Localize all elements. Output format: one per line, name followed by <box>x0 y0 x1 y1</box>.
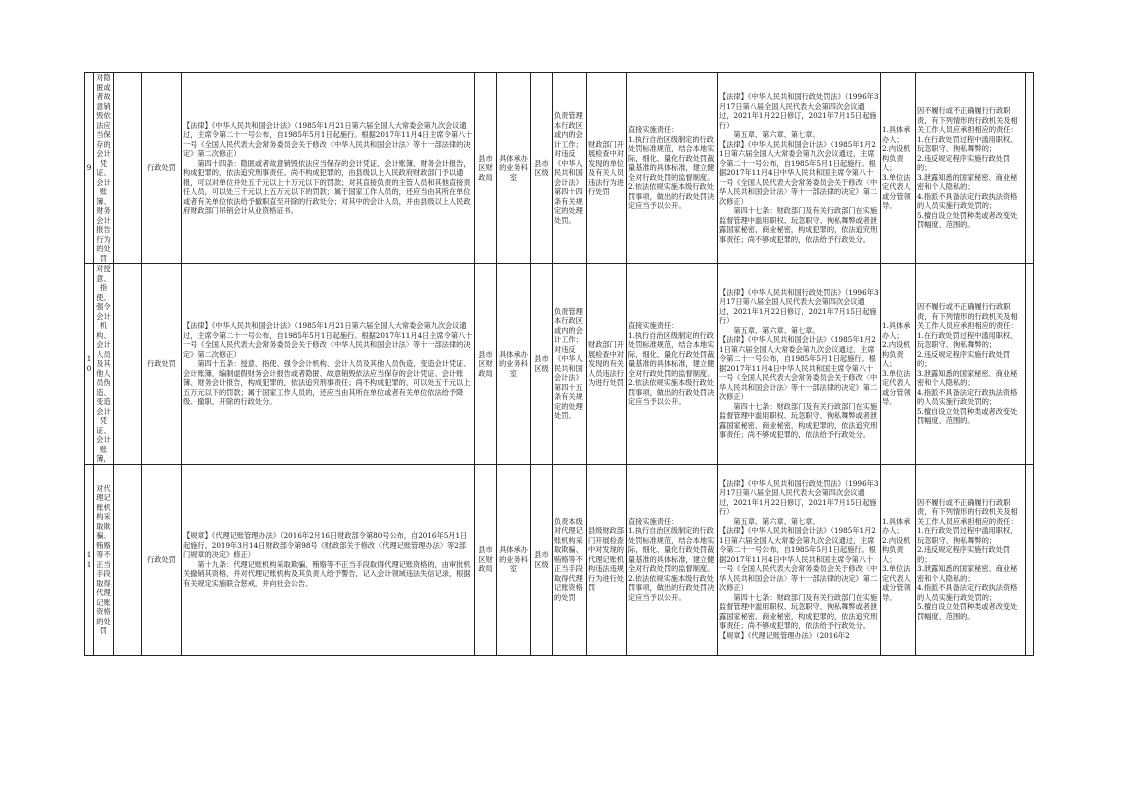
text-line: 4.指派不具备法定行政执法资格的人员实施行政处罚的； <box>917 387 1018 406</box>
liability-cases <box>916 464 1026 655</box>
subject: 县市区财政局 <box>475 464 497 655</box>
blank-cell <box>1026 464 1034 655</box>
level: 县市区级 <box>531 464 553 655</box>
legal-basis <box>182 464 475 655</box>
responsible-persons <box>881 73 916 264</box>
text-line: 4.指派不具备法定行政执法资格的人员实施行政处罚的； <box>917 583 1018 602</box>
responsible-persons <box>881 264 916 465</box>
text-line: 【规章】《代理记账管理办法》（2016年2 <box>719 630 850 640</box>
text-line: 【法律】《中华人民共和国行政处罚法》（1996年3月17日第八届全国人民代表大会第四次会议通过，2021年1月22日修订，2021年7月15日起施行） <box>719 478 879 517</box>
text-line: 【规章】《代理记账管理办法》（2016年2月16日财政部令第80号公布，自2016年5月1日起施行。2019年3月14日财政部令第98号《财政部关于修改〈代理记账管理办法〉等2部门规章的决定》修正） <box>183 531 468 559</box>
implementing-unit: 具体承办的业务科室 <box>497 73 531 264</box>
text-line: 3.泄露知悉的国家秘密、商业秘密和个人隐私的； <box>917 172 1018 192</box>
text-line: 1.执行自治区级制定的行政处罚标准规范，结合本地实际，细化、量化行政处罚裁量基准的具体标准，建立健全对行政处罚的监督制度。 <box>628 134 715 182</box>
row-number: 9 <box>85 73 94 264</box>
text-line: 5.擅自设立处罚种类或者改变处罚幅度、范围的。 <box>917 406 1018 425</box>
item-name: 对隐匿或者故意销毁依法应当保存的会计凭证、会计账簿、财务会计报告行为的处罚 <box>94 73 114 264</box>
text-line: 1.执行自治区级制定的行政处罚标准规范，结合本地实际，细化、量化行政处罚裁量基准的具体标准，建立健全对行政处罚的监督制度。 <box>628 526 715 574</box>
blank-cell <box>114 464 142 655</box>
department-duty: 财政部门开展检查中对发现的有关人员违法行为进行处罚 <box>587 264 627 465</box>
table-row <box>85 264 1034 465</box>
text-line: 3.单位法定代表人或分管领导。 <box>882 368 911 406</box>
text-line: 【法律】《中华人民共和国行政处罚法》（1996年3月17日第八届全国人民代表大会第四次会议通过，2021年1月22日修订，2021年7月15日起施行） <box>719 92 879 130</box>
item-category: 行政处罚 <box>142 264 182 465</box>
text-line: 第十九条：代理记账机构采取欺骗、贿赂等不正当手段取得代理记账资格的，由审批机关撤销其资格，并对代理记账机构及其负责人给予警告，记入会计领域违法失信记录，根据有关规定实施联合惩戒，并向社会公告。 <box>183 559 471 588</box>
text-line: 第五章、第六章、第七章。 <box>733 325 820 335</box>
department-duty: 财政部门开展检查中对发现的单位及有关人员违法行为进行处罚 <box>587 73 627 264</box>
department-duty: 县级财政部门开展检查中对发现的代理记账机构违法违规行为进行处罚 <box>587 464 627 655</box>
text-line: 1.执行自治区级制定的行政处罚标准规范，结合本地实际，细化、量化行政处罚裁量基准的具体标准，建立健全对行政处罚的监督制度。 <box>628 330 715 378</box>
text-line: 2.内设机构负责人； <box>882 144 911 173</box>
blank-cell <box>1026 73 1034 264</box>
text-line: 【法律】《中华人民共和国会计法》（1985年1月21日第六届全国人大常委会第九次会议通过，主席令第二十一号公布，自1985年5月1日起施行。根据2017年11月4日中华人民共和国主席令第八十一号《全国人民代表大会常务委员会关于修改〈中华人民共和国会计法〉等十一部法律的决定》第二次修正） <box>719 139 878 206</box>
text-line: 因不履行或不正确履行行政职责，有下列情形的行政机关及相关工作人员应承担相应的责任： <box>917 302 1018 330</box>
text-line: 3.泄露知悉的国家秘密、商业秘密和个人隐私的； <box>917 368 1018 387</box>
subject: 县市区财政局 <box>475 264 497 465</box>
text-line: 1.在行政处罚过程中滥用职权、玩忽职守、徇私舞弊的； <box>917 526 1018 545</box>
implementing-unit: 具体承办的业务科室 <box>497 464 531 655</box>
table-row <box>85 73 1034 264</box>
text-line: 2.依法依规实施本级行政处罚事项，做出的行政处罚决定应当予以公开。 <box>628 573 715 602</box>
text-line: 5.擅自设立处罚种类或者改变处罚幅度、范围的。 <box>917 602 1018 621</box>
duty-scope: 负责管理本行政区或内的会计工作；对违反《中华人民共和国会计法》第四十四条有关规定的处理处罚。 <box>553 73 587 264</box>
responsible-persons <box>881 464 916 655</box>
text-line: 1.具体承办人； <box>882 125 911 144</box>
text-line: 因不履行或不正确履行行政职责，有下列情形的行政机关及相关工作人员应承担相应的责任： <box>917 497 1018 526</box>
text-line: 2.依法依规实施本级行政处罚事项，做出的行政处罚决定应当予以公开。 <box>628 378 715 406</box>
text-line: 第四十四条：隐匿或者故意销毁依法应当保存的会计凭证、会计账簿、财务会计报告，构成犯罪的，依法追究刑事责任。尚不构成犯罪的，由县级以上人民政府财政部门予以通报，可以对单位并处五千元以上十万元以下的罚款；对其直接负责的主管人员和其他直接责任人员，可以处三千元以上五万元以下的罚款；属于国家工作人员的，还应当由其所在单位或者有关单位依法给予撤职直至开除的行政处分；对其中的会计人员，并由县级以上人民政府财政部门吊销会计从业资格证书。 <box>183 158 471 215</box>
text-line: 第四十七条：财政部门及有关行政部门在实施监督管理中滥用职权、玩忽职守、徇私舞弊或者泄露国家秘密、商业秘密，构成犯罪的，依法追究刑事责任；尚不够成犯罪的，依法给予行政处分。 <box>719 401 878 440</box>
table-row <box>85 464 1034 655</box>
text-line: 【法律】《中华人民共和国行政处罚法》（1996年3月17日第八届全国人民代表大会第四次会议通过，2021年1月22日修订，2021年7月15日起施行） <box>719 287 879 326</box>
text-line: 1.在行政处罚过程中滥用职权、玩忽职守、徇私舞弊的； <box>917 134 1018 154</box>
text-line: 2.依法依规实施本级行政处罚事项，做出的行政处罚决定应当予以公开。 <box>628 182 715 211</box>
power-list-table <box>84 72 1034 656</box>
legal-basis <box>182 264 475 465</box>
text-line: 2.违反规定程序实施行政处罚的； <box>917 153 1011 173</box>
text-line: 第五章、第六章、第七章。 <box>733 516 820 526</box>
text-line: 3.单位法定代表人或分管领导。 <box>882 172 911 211</box>
blank-cell <box>1026 264 1034 465</box>
text-line: 2.内设机构负责人； <box>882 535 911 564</box>
text-line: 3.单位法定代表人或分管领导。 <box>882 564 911 602</box>
level: 县市区级 <box>531 73 553 264</box>
text-line: 第四十五条：授意、指使、强令会计机构、会计人员及其他人员伪造、变造会计凭证、会计账簿，编制虚假财务会计报告或者隐匿、故意销毁依法应当保存的会计凭证、会计账簿、财务会计报告，构成犯罪的，依法追究刑事责任；尚不构成犯罪的，可以处五千元以上五万元以下的罚款；属于国家工作人员的，还应当由其所在单位或者有关单位依法给予降级、撤职、开除的行政处分。 <box>183 359 471 406</box>
item-name: 对代理记账机构采取欺骗、贿赂等不正当手段取得代理记账资格的处罚 <box>94 464 114 655</box>
item-category: 行政处罚 <box>142 464 182 655</box>
level: 县市区级 <box>531 264 553 465</box>
text-line: 直接实施责任： <box>628 125 679 135</box>
duty-scope: 负责本级对代理记账机构采取欺骗、贿赂等不正当手段取得代理记账资格的处罚 <box>553 464 587 655</box>
liability-cases <box>916 73 1026 264</box>
text-line: 2.违反规定程序实施行政处罚的； <box>917 349 1011 368</box>
accountability-basis <box>718 264 881 465</box>
row-number: 10 <box>85 264 94 465</box>
text-line: 【法律】《中华人民共和国会计法》（1985年1月21日第六届全国人大常委会第九次会议通过，主席令第二十一号公布，自1985年5月1日起施行。根据2017年11月4日主席令第八十一号《全国人民代表大会常务委员会关于修改〈中华人民共和国会计法〉等十一部法律的决定》第二次修正） <box>183 120 473 158</box>
text-line: 【法律】《中华人民共和国会计法》（1985年1月21日第六届全国人大常委会第九次会议通过，主席令第二十一号公布，自1985年5月1日起施行。根据2017年11月4日主席令第八十一号《全国人民代表大会常务委员会关于修改〈中华人民共和国会计法〉等十一部法律的决定》第二次修正） <box>183 321 473 359</box>
subject: 县市区财政局 <box>475 73 497 264</box>
text-line: 直接实施责任： <box>628 321 679 330</box>
row-number: 11 <box>85 464 94 655</box>
legal-basis <box>182 73 475 264</box>
blank-cell <box>114 264 142 465</box>
text-line: 直接实施责任： <box>628 516 679 526</box>
text-line: 1.在行政处罚过程中滥用职权、玩忽职守、徇私舞弊的； <box>917 330 1018 349</box>
blank-cell <box>114 73 142 264</box>
accountability-basis <box>718 73 881 264</box>
duty-scope: 负责管理本行政区或内的会计工作；对违反《中华人民共和国会计法》第四十五条有关规定的处理处罚。 <box>553 264 587 465</box>
implementation-duty <box>627 464 718 655</box>
implementing-unit: 具体承办的业务科室 <box>497 264 531 465</box>
implementation-duty <box>627 264 718 465</box>
item-category: 行政处罚 <box>142 73 182 264</box>
text-line: 1.具体承办人； <box>882 321 911 340</box>
text-line: 2.内设机构负责人； <box>882 340 911 368</box>
implementation-duty <box>627 73 718 264</box>
accountability-basis <box>718 464 881 655</box>
text-line: 因不履行或不正确履行行政职责，有下列情形的行政机关及相关工作人员应承担相应的责任： <box>917 106 1018 135</box>
text-line: 5.擅自设立处罚种类或者改变处罚幅度、范围的。 <box>917 210 1018 230</box>
text-line: 第五章、第六章、第七章。 <box>733 130 820 139</box>
text-line: 第四十七条：财政部门及有关行政部门在实施监督管理中滥用职权、玩忽职守、徇私舞弊或者泄露国家秘密、商业秘密，构成犯罪的，依法追究刑事责任；尚不够成犯罪的，依法给予行政处分。 <box>719 206 878 244</box>
text-line: 4.指派不具备法定行政执法资格的人员实施行政处罚的； <box>917 191 1018 211</box>
item-name: 对授意、指使、强令会计机构、会计人员及其他人员伪造、变造会计凭证、会计账簿， <box>94 264 114 465</box>
text-line: 【法律】《中华人民共和国会计法》（1985年1月21日第六届全国人大常委会第九次会议通过，主席令第二十一号公布，自1985年5月1日起施行。根据2017年11月4日中华人民共和国主席令第八十一号《全国人民代表大会常务委员会关于修改〈中华人民共和国会计法〉等十一部法律的决定》第二次修正） <box>719 335 878 402</box>
text-line: 1.具体承办人； <box>882 516 911 536</box>
liability-cases <box>916 264 1026 465</box>
text-line: 3.泄露知悉的国家秘密、商业秘密和个人隐私的； <box>917 564 1018 583</box>
text-line: 【法律】《中华人民共和国会计法》（1985年1月21日第六届全国人大常委会第九次会议通过，主席令第二十一号公布，自1985年5月1日起施行。根据2017年11月4日中华人民共和国主席令第八十一号《全国人民代表大会常务委员会关于修改〈中华人民共和国会计法〉等十一部法律的决定》第二次修正） <box>719 526 878 593</box>
text-line: 2.违反规定程序实施行政处罚的； <box>917 545 1011 564</box>
text-line: 第四十七条：财政部门及有关行政部门在实施监督管理中滥用职权、玩忽职守、徇私舞弊或者泄露国家秘密、商业秘密，构成犯罪的，依法追究刑事责任；尚不够成犯罪的，依法给予行政处分。 <box>719 592 878 631</box>
